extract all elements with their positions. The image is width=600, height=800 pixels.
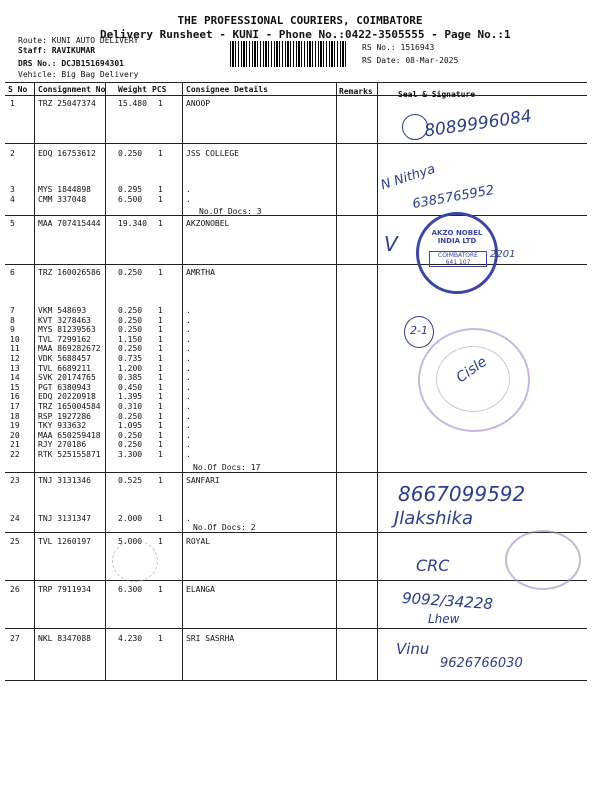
consignee-cell: JSS COLLEGE xyxy=(186,149,239,158)
faded-seal xyxy=(418,328,530,432)
consignee-cell: ELANGA xyxy=(186,585,215,594)
doc-count-note: No.Of Docs: 3 xyxy=(199,207,262,216)
consignee-cell: AMRTHA xyxy=(186,268,215,277)
pcs-cell: 1 xyxy=(158,382,163,392)
vehicle-line xyxy=(18,70,138,79)
signature-mark-6: CRC xyxy=(416,556,450,575)
consignee-cell: . xyxy=(186,363,191,373)
consignment-no-cell: TRP 7911934 xyxy=(38,585,91,594)
consignee-cell: . xyxy=(186,450,191,459)
sno-cell: 7 xyxy=(10,306,15,315)
faded-seal xyxy=(505,530,581,590)
col-header-weight: Weight xyxy=(118,85,147,94)
col-header-seal-signature: Seal & Signature xyxy=(398,90,476,99)
signature-scribble-4: Cisle xyxy=(453,353,491,387)
sno-cell: 15 xyxy=(10,382,20,392)
weight-cell: 1.150 xyxy=(118,334,143,344)
consignment-no-cell: VDK 5688457 xyxy=(38,354,91,363)
faded-stamp-left xyxy=(112,540,158,582)
consignment-no-cell: MAA 650259418 xyxy=(38,430,101,440)
signature-note-4: 2-1 xyxy=(410,324,428,337)
rs-date-value: 08-Mar-2025 xyxy=(405,56,459,65)
weight-cell: 0.450 xyxy=(118,382,143,392)
rs-no-line xyxy=(362,43,434,52)
pcs-cell: 1 xyxy=(158,373,163,383)
consignee-cell: . xyxy=(186,411,191,421)
pcs-cell: 1 xyxy=(158,306,163,315)
pcs-cell: 1 xyxy=(158,219,163,228)
consignee-cell: . xyxy=(186,195,191,204)
consignee-cell: . xyxy=(186,392,191,402)
weight-cell: 0.250 xyxy=(118,325,143,335)
sno-cell: 8 xyxy=(10,315,15,325)
sno-cell: 3 xyxy=(10,185,15,194)
consignee-cell: . xyxy=(186,430,191,440)
col-divider xyxy=(34,82,35,680)
signature-mark-3: V xyxy=(384,232,398,256)
consignment-no-cell: VKM 548693 xyxy=(38,306,87,315)
sno-cell: 18 xyxy=(10,411,20,421)
group-rule xyxy=(5,628,587,629)
staff-label: Staff: xyxy=(18,46,47,55)
group-rule xyxy=(5,143,587,144)
weight-cell: 0.385 xyxy=(118,373,143,383)
consignee-cell: . xyxy=(186,354,191,363)
signature-phone-5: 8667099592 xyxy=(398,482,526,506)
consignee-cell: . xyxy=(186,402,191,411)
pcs-cell: 1 xyxy=(158,392,163,402)
sno-cell: 20 xyxy=(10,430,20,440)
weight-cell: 0.735 xyxy=(118,354,143,363)
runsheet-subtitle: Delivery Runsheet - KUNI - Phone No.:0422-3505555 - Page No.:1 xyxy=(100,28,511,41)
consignment-no-cell: TRZ 165004584 xyxy=(38,402,101,411)
faded-seal-inner xyxy=(436,346,510,412)
consignee-cell: . xyxy=(186,306,191,315)
consignment-no-cell: EDQ 16753612 xyxy=(38,149,96,158)
consignee-cell: SANFARI xyxy=(186,476,220,485)
consignment-no-cell: EDQ 20220918 xyxy=(38,392,96,402)
pcs-cell: 1 xyxy=(158,450,163,459)
staff-line xyxy=(18,46,95,55)
weight-cell: 15.480 xyxy=(118,99,147,108)
consignment-no-cell: TVL 7299162 xyxy=(38,334,91,344)
consignment-no-cell: TVL 1260197 xyxy=(38,537,91,546)
pcs-cell: 1 xyxy=(158,537,163,546)
sno-cell: 14 xyxy=(10,373,20,383)
consignment-no-cell: CMM 337048 xyxy=(38,195,87,204)
signature-name-8: Vinu xyxy=(396,640,430,658)
table-bottom-rule xyxy=(5,680,587,681)
col-header-consignee: Consignee Details xyxy=(186,85,268,94)
consignment-no-cell: TVL 6689211 xyxy=(38,363,91,373)
sno-cell: 26 xyxy=(10,585,20,594)
staff-value: RAVIKUMAR xyxy=(51,46,96,55)
pcs-cell: 1 xyxy=(158,402,163,411)
weight-cell: 0.525 xyxy=(118,476,143,485)
consignee-cell: . xyxy=(186,334,191,344)
pcs-cell: 1 xyxy=(158,363,163,373)
rs-date-label: RS Date: xyxy=(362,56,401,65)
col-divider xyxy=(377,82,378,680)
weight-cell: 3.300 xyxy=(118,450,143,459)
sno-cell: 27 xyxy=(10,634,20,643)
rs-date-line xyxy=(362,56,458,65)
sno-cell: 6 xyxy=(10,268,15,277)
weight-cell: 0.250 xyxy=(118,306,143,315)
sno-cell: 16 xyxy=(10,392,20,402)
signature-phone-7: 9092/34228 xyxy=(401,588,494,614)
table-top-rule xyxy=(5,82,587,83)
consignment-no-cell: KVT 3278463 xyxy=(38,315,91,325)
group-rule xyxy=(5,215,587,216)
pcs-cell: 1 xyxy=(158,195,163,204)
col-divider xyxy=(105,82,106,680)
weight-cell: 0.250 xyxy=(118,411,143,421)
pcs-cell: 1 xyxy=(158,585,163,594)
signature-name-2: N Nithya xyxy=(379,161,438,194)
pcs-cell: 1 xyxy=(158,334,163,344)
pcs-cell: 1 xyxy=(158,421,163,431)
sno-cell: 12 xyxy=(10,354,20,363)
pcs-cell: 1 xyxy=(158,476,163,485)
consignment-no-cell: NKL 8347088 xyxy=(38,634,91,643)
pcs-cell: 1 xyxy=(158,325,163,335)
col-header-remarks: Remarks xyxy=(339,87,373,96)
consignment-no-cell: MYS 1844898 xyxy=(38,185,91,194)
weight-cell: 0.250 xyxy=(118,430,143,440)
group-rule xyxy=(5,580,587,581)
weight-cell: 1.095 xyxy=(118,421,143,431)
weight-cell: 0.295 xyxy=(118,185,143,194)
company-seal xyxy=(416,212,498,294)
weight-cell: 0.310 xyxy=(118,402,143,411)
pcs-cell: 1 xyxy=(158,185,163,194)
col-divider xyxy=(336,82,337,680)
sno-cell: 11 xyxy=(10,344,20,354)
consignment-no-cell: RJY 270186 xyxy=(38,440,87,450)
consignee-cell: . xyxy=(186,382,191,392)
consignee-cell: . xyxy=(186,373,191,383)
consignee-cell: . xyxy=(186,440,191,450)
consignee-cell: ROYAL xyxy=(186,537,211,546)
weight-cell: 0.250 xyxy=(118,344,143,354)
weight-cell: 0.250 xyxy=(118,440,143,450)
sno-cell: 5 xyxy=(10,219,15,228)
consignment-no-cell: RTK 525155871 xyxy=(38,450,101,459)
weight-cell: 0.250 xyxy=(118,149,143,158)
consignment-no-cell: RSP 1927286 xyxy=(38,411,91,421)
consignee-cell: SRI SASRHA xyxy=(186,634,235,643)
consignee-cell: . xyxy=(186,421,191,431)
pcs-cell: 1 xyxy=(158,315,163,325)
drs-label: DRS No.: xyxy=(18,59,57,68)
drs-value: DCJB151694301 xyxy=(61,59,124,68)
consignment-no-cell: MAA 707415444 xyxy=(38,219,101,228)
consignee-cell: ANOOP xyxy=(186,99,211,108)
signature-phone-2: 6385765952 xyxy=(411,182,496,213)
vehicle-label: Vehicle: xyxy=(18,70,57,79)
pcs-cell: 1 xyxy=(158,634,163,643)
weight-cell: 1.200 xyxy=(118,363,143,373)
sno-cell: 25 xyxy=(10,537,20,546)
sno-cell: 17 xyxy=(10,402,20,411)
seal-text: AKZO NOBEL INDIA LTD xyxy=(431,229,483,245)
pcs-cell: 1 xyxy=(158,149,163,158)
sno-cell: 22 xyxy=(10,450,20,459)
weight-cell: 1.395 xyxy=(118,392,143,402)
route-line xyxy=(18,36,138,45)
signature-phone-8: 9626766030 xyxy=(440,656,523,671)
pcs-cell: 1 xyxy=(158,344,163,354)
pcs-cell: 1 xyxy=(158,430,163,440)
weight-cell: 0.250 xyxy=(118,268,143,277)
weight-cell: 6.300 xyxy=(118,585,143,594)
consignment-no-cell: MAA 869282672 xyxy=(38,344,101,354)
consignee-cell: AKZONOBEL xyxy=(186,219,230,228)
group-rule xyxy=(5,532,587,533)
weight-cell: 2.000 xyxy=(118,514,143,523)
sno-cell: 23 xyxy=(10,476,20,485)
pcs-cell: 1 xyxy=(158,99,163,108)
pcs-cell: 1 xyxy=(158,440,163,450)
sno-cell: 13 xyxy=(10,363,20,373)
weight-cell: 19.340 xyxy=(118,219,147,228)
signature-name-5: Jlakshika xyxy=(394,508,474,529)
doc-count-note: No.Of Docs: 2 xyxy=(193,523,256,532)
consignment-no-cell: PGT 6380943 xyxy=(38,382,91,392)
col-header-consignment: Consignment No xyxy=(38,85,106,94)
route-value: KUNI AUTO DELIVERY xyxy=(51,36,139,45)
consignment-no-cell: SVK 20174765 xyxy=(38,373,96,383)
sno-cell: 19 xyxy=(10,421,20,431)
consignment-no-cell: TRZ 160026586 xyxy=(38,268,101,277)
vehicle-value: Big Bag Delivery xyxy=(61,70,139,79)
doc-count-note: No.Of Docs: 17 xyxy=(193,463,261,472)
sno-cell: 24 xyxy=(10,514,20,523)
consignee-cell: . xyxy=(186,514,191,523)
barcode xyxy=(230,41,348,67)
col-header-sno: S No xyxy=(8,85,28,94)
consignment-no-cell: TRZ 25047374 xyxy=(38,99,96,108)
signature-name-7: Lhew xyxy=(428,612,460,626)
consignee-cell: . xyxy=(186,344,191,354)
company-title: THE PROFESSIONAL COURIERS, COIMBATORE xyxy=(177,14,423,27)
seal-inner-box xyxy=(429,251,487,267)
pcs-cell: 1 xyxy=(158,354,163,363)
route-label: Route: xyxy=(18,36,47,45)
pcs-cell: 1 xyxy=(158,268,163,277)
consignee-cell: . xyxy=(186,185,191,194)
group-rule xyxy=(5,472,587,473)
sno-cell: 10 xyxy=(10,334,20,344)
sno-cell: 21 xyxy=(10,440,20,450)
seal-city: COIMBATORE xyxy=(438,252,478,259)
sno-cell: 9 xyxy=(10,325,15,335)
sno-cell: 2 xyxy=(10,149,15,158)
col-header-pcs: PCS xyxy=(152,85,167,94)
consignment-no-cell: MYS 81239563 xyxy=(38,325,96,335)
signature-number-3: 2201 xyxy=(490,249,516,260)
consignee-cell: . xyxy=(186,325,191,335)
drs-line xyxy=(18,59,124,68)
consignment-no-cell: TNJ 3131347 xyxy=(38,514,91,523)
col-divider xyxy=(182,82,183,680)
weight-cell: 5.000 xyxy=(118,537,143,546)
consignment-no-cell: TNJ 3131346 xyxy=(38,476,91,485)
consignment-no-cell: TKY 933632 xyxy=(38,421,87,431)
table-header-rule xyxy=(5,95,587,96)
consignee-cell: . xyxy=(186,315,191,325)
rs-no-label: RS No.: xyxy=(362,43,396,52)
seal-pin: 641 107 xyxy=(445,259,471,266)
weight-cell: 6.500 xyxy=(118,195,143,204)
signature-phone-1: 8089996084 xyxy=(423,106,534,142)
pcs-cell: 1 xyxy=(158,411,163,421)
weight-cell: 0.250 xyxy=(118,315,143,325)
weight-cell: 4.230 xyxy=(118,634,143,643)
sno-cell: 1 xyxy=(10,99,15,108)
pcs-cell: 1 xyxy=(158,514,163,523)
rs-no-value: 1516943 xyxy=(400,43,435,52)
sno-cell: 4 xyxy=(10,195,15,204)
group-rule xyxy=(5,264,587,265)
